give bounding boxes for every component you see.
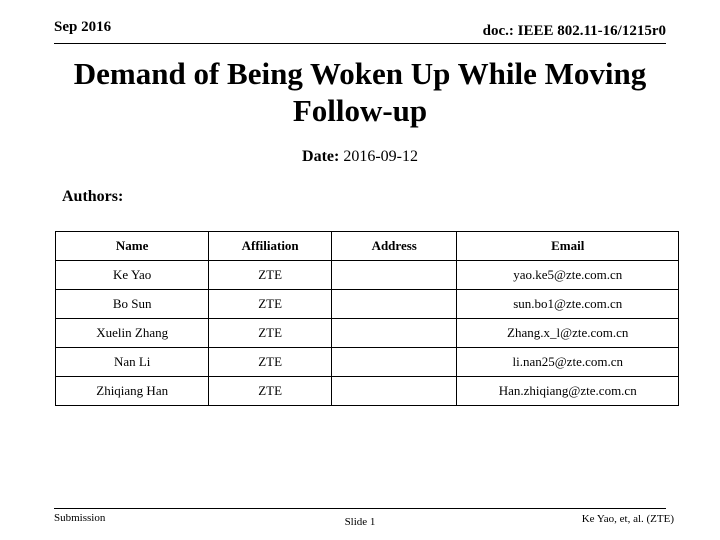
table-row (56, 377, 679, 406)
footer-submission: Submission (54, 512, 106, 524)
cell-address (331, 319, 457, 348)
authors-heading: Authors: (62, 188, 124, 205)
table-header-row (56, 232, 679, 261)
cell-address (331, 290, 457, 319)
authors-table (55, 231, 679, 406)
header-date: Sep 2016 (54, 19, 112, 35)
cell-affiliation: ZTE (209, 319, 332, 348)
cell-affiliation: ZTE (209, 377, 332, 406)
cell-name: Zhiqiang Han (56, 377, 209, 406)
cell-email: yao.ke5@zte.com.cn (457, 261, 679, 290)
column-header-email: Email (457, 232, 679, 261)
column-header-affiliation: Affiliation (209, 232, 332, 261)
table-row (56, 290, 679, 319)
cell-email: sun.bo1@zte.com.cn (457, 290, 679, 319)
cell-affiliation: ZTE (209, 261, 332, 290)
slide-title-line-2: Follow-up (292, 93, 428, 128)
slide-title (30, 55, 690, 129)
date-label: Date: (302, 148, 340, 165)
cell-address (331, 261, 457, 290)
date-line (0, 148, 720, 166)
table-row (56, 319, 679, 348)
cell-affiliation: ZTE (209, 348, 332, 377)
cell-email: li.nan25@zte.com.cn (457, 348, 679, 377)
cell-name: Nan Li (56, 348, 209, 377)
header-doc-id: doc.: IEEE 802.11-16/1215r0 (482, 23, 666, 39)
footer-divider (54, 508, 666, 509)
cell-email: Zhang.x_l@zte.com.cn (457, 319, 679, 348)
cell-name: Xuelin Zhang (56, 319, 209, 348)
cell-name: Ke Yao (56, 261, 209, 290)
table-row (56, 261, 679, 290)
cell-email: Han.zhiqiang@zte.com.cn (457, 377, 679, 406)
date-value: 2016-09-12 (343, 148, 418, 165)
table-row (56, 348, 679, 377)
cell-affiliation: ZTE (209, 290, 332, 319)
column-header-address: Address (331, 232, 457, 261)
cell-address (331, 348, 457, 377)
slide-title-line-1: Demand of Being Woken Up While Moving (73, 56, 647, 91)
cell-name: Bo Sun (56, 290, 209, 319)
footer-slide-number: Slide 1 (344, 516, 376, 528)
column-header-name: Name (56, 232, 209, 261)
header-divider (54, 43, 666, 44)
cell-address (331, 377, 457, 406)
footer-author: Ke Yao, et, al. (ZTE) (581, 513, 674, 525)
